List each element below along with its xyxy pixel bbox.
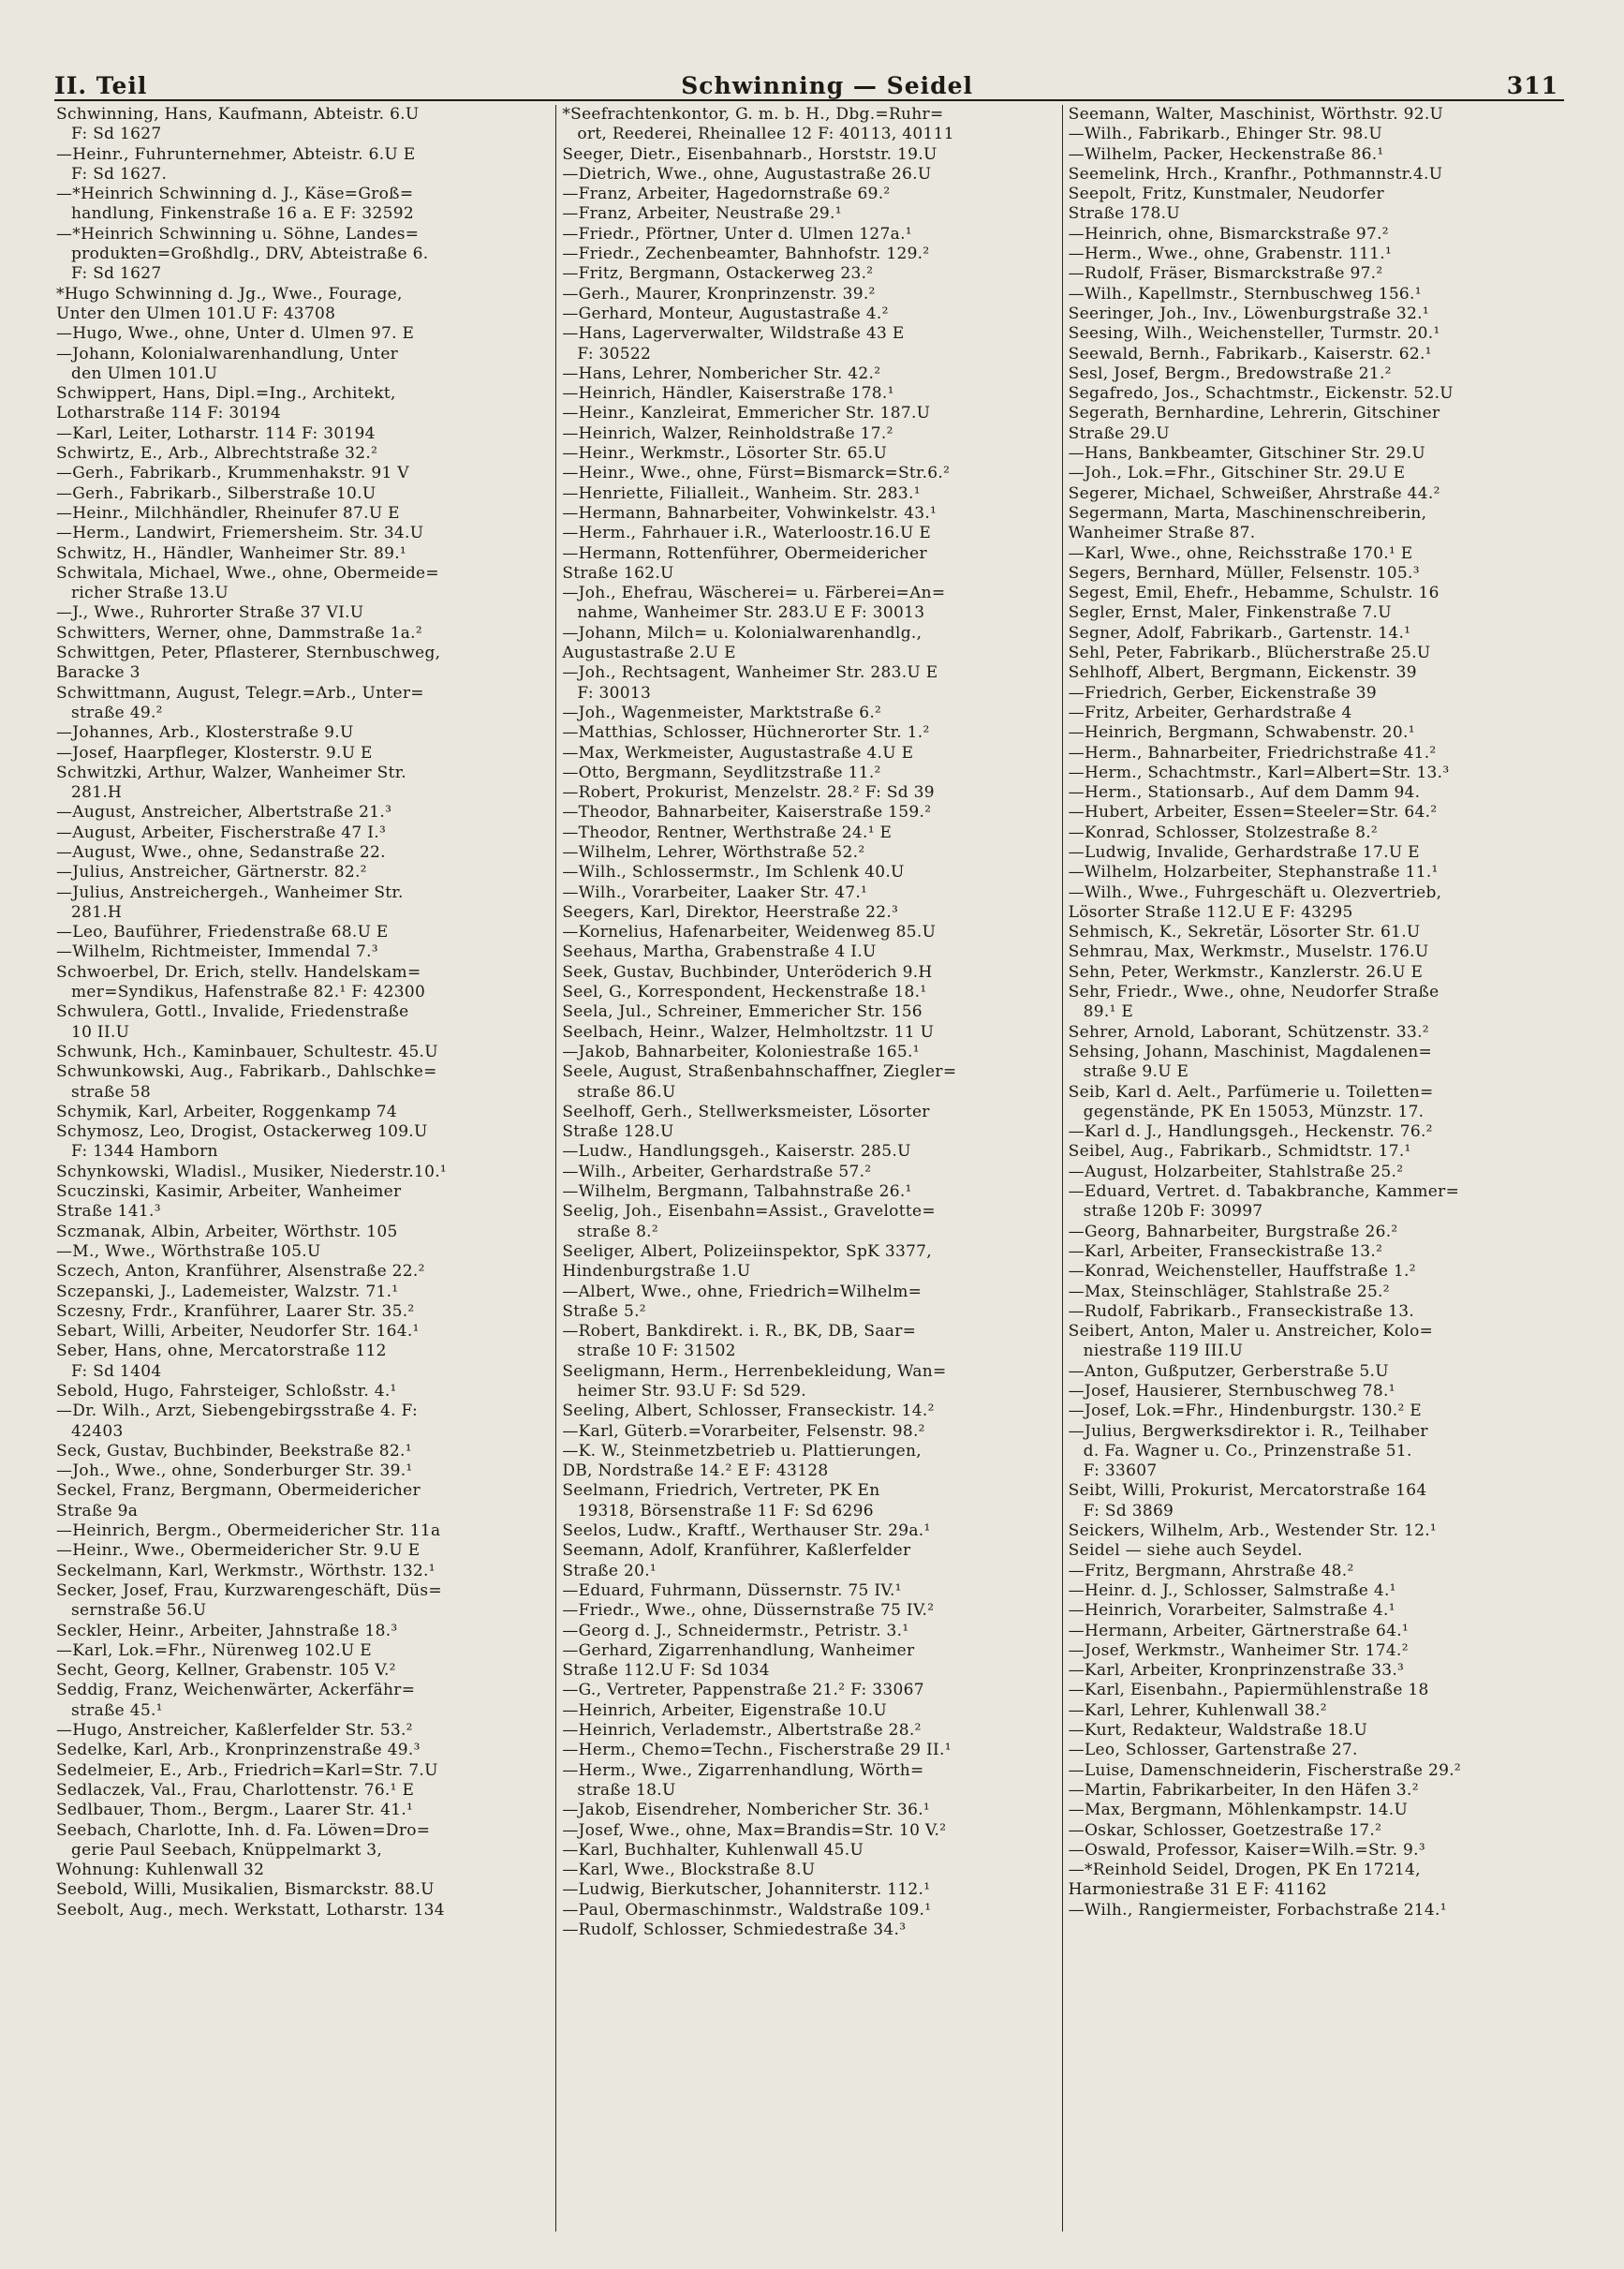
directory-line: Straße 112.U F: Sd 1034 <box>562 1661 770 1681</box>
directory-line: F: 30522 <box>577 344 652 363</box>
directory-line: Seepolt, Fritz, Kunstmaler, Neudorfer <box>1068 185 1384 204</box>
directory-line: straße 10 F: 31502 <box>577 1342 736 1361</box>
directory-line: Straße 178.U <box>1068 204 1180 224</box>
directory-line: Straße 9a <box>56 1501 139 1520</box>
directory-line: Segers, Bernhard, Müller, Felsenstr. 105.³ <box>1068 563 1420 583</box>
directory-line: —Joh., Wwe., ohne, Sonderburger Str. 39.¹ <box>56 1461 413 1481</box>
directory-line: —Heinrich, Bergmann, Schwabenstr. 20.¹ <box>1068 723 1415 743</box>
directory-line: Harmoniestraße 31 E F: 41162 <box>1068 1880 1327 1900</box>
directory-line: Seelmann, Friedrich, Vertreter, PK En <box>562 1481 880 1501</box>
directory-line: —Wilhelm, Packer, Heckenstraße 86.¹ <box>1068 144 1384 164</box>
directory-line: Schwunk, Hch., Kaminbauer, Schultestr. 45.U <box>56 1042 438 1061</box>
directory-line: Schymik, Karl, Arbeiter, Roggenkamp 74 <box>56 1102 398 1121</box>
directory-line: —Martin, Fabrikarbeiter, In den Häfen 3.² <box>1068 1780 1419 1800</box>
directory-line: Schwitters, Werner, ohne, Dammstraße 1a.² <box>56 623 422 643</box>
directory-line: Segler, Ernst, Maler, Finkenstraße 7.U <box>1068 603 1392 623</box>
directory-line: —Gerhard, Monteur, Augustastraße 4.² <box>562 304 889 323</box>
directory-line: Seehaus, Martha, Grabenstraße 4 I.U <box>562 942 877 962</box>
directory-line: —Fritz, Arbeiter, Gerhardstraße 4 <box>1068 703 1352 722</box>
directory-line: —Otto, Bergmann, Seydlitzstraße 11.² <box>562 763 881 782</box>
directory-line: sernstraße 56.U <box>71 1601 207 1621</box>
directory-line: —Albert, Wwe., ohne, Friedrich=Wilhelm= <box>562 1282 923 1301</box>
directory-line: Secker, Josef, Frau, Kurzwarengeschäft, Düs= <box>56 1580 442 1600</box>
directory-line: Wohnung: Kuhlenwall 32 <box>56 1861 265 1880</box>
directory-line: Lotharstraße 114 F: 30194 <box>56 404 281 423</box>
directory-line: Seebach, Charlotte, Inh. d. Fa. Löwen=Dro= <box>56 1820 431 1840</box>
directory-line: Seeling, Albert, Schlosser, Franseckistr. 14.² <box>562 1401 935 1421</box>
directory-line: —Heinr., Milchhändler, Rheinufer 87.U E <box>56 503 400 523</box>
directory-line: —Hans, Bankbeamter, Gitschiner Str. 29.U <box>1068 444 1426 464</box>
directory-line: Sehmisch, K., Sekretär, Lösorter Str. 61.U <box>1068 923 1421 942</box>
directory-line: Schwinning, Hans, Kaufmann, Abteistr. 6.U <box>56 105 420 124</box>
directory-line: 89.¹ E <box>1083 1002 1134 1022</box>
directory-line: F: Sd 3869 <box>1083 1501 1174 1520</box>
directory-line: —Oswald, Professor, Kaiser=Wilh.=Str. 9.³ <box>1068 1840 1425 1860</box>
directory-line: Schwoerbel, Dr. Erich, stellv. Handelskam= <box>56 962 421 982</box>
directory-line: —Joh., Ehefrau, Wäscherei= u. Färberei=An= <box>562 584 946 603</box>
directory-line: Augustastraße 2.U E <box>562 644 736 663</box>
directory-line: —Franz, Arbeiter, Neustraße 29.¹ <box>562 204 842 224</box>
directory-line: Sczmanak, Albin, Arbeiter, Wörthstr. 105 <box>56 1222 398 1241</box>
directory-line: straße 86.U <box>577 1082 676 1102</box>
directory-line: —Karl, Leiter, Lotharstr. 114 F: 30194 <box>56 423 376 443</box>
directory-line: —Joh., Rechtsagent, Wanheimer Str. 283.U E <box>562 663 938 683</box>
directory-line: Seelbach, Heinr., Walzer, Helmholtzstr. 11 U <box>562 1022 935 1042</box>
directory-line: Seela, Jul., Schreiner, Emmericher Str. 156 <box>562 1002 923 1022</box>
page-header <box>54 58 1558 99</box>
directory-line: —Herm., Wwe., Zigarrenhandlung, Wörth= <box>562 1760 924 1780</box>
directory-line: Schwitz, H., Händler, Wanheimer Str. 89.¹ <box>56 543 407 563</box>
directory-line: —Heinr. d. J., Schlosser, Salmstraße 4.¹ <box>1068 1580 1396 1600</box>
directory-line: Seek, Gustav, Buchbinder, Unteröderich 9.H <box>562 962 933 982</box>
directory-line: —G., Vertreter, Pappenstraße 21.² F: 33067 <box>562 1681 924 1700</box>
directory-line: Seibt, Willi, Prokurist, Mercatorstraße 164 <box>1068 1481 1427 1501</box>
directory-line: Sehr, Friedr., Wwe., ohne, Neudorfer Straße <box>1068 983 1439 1002</box>
directory-line: Sesl, Josef, Bergm., Bredowstraße 21.² <box>1068 363 1392 383</box>
directory-line: —August, Anstreicher, Albertstraße 21.³ <box>56 803 392 823</box>
directory-line: Seemann, Adolf, Kranführer, Kaßlerfelder <box>562 1541 911 1561</box>
directory-line: —Karl, Wwe., Blockstraße 8.U <box>562 1861 816 1880</box>
directory-line: den Ulmen 101.U <box>71 363 218 383</box>
directory-line: —Friedrich, Gerber, Eickenstraße 39 <box>1068 683 1378 703</box>
directory-line: —Hugo, Anstreicher, Kaßlerfelder Str. 53.² <box>56 1721 413 1741</box>
directory-line: —Gerh., Fabrikarb., Silberstraße 10.U <box>56 483 376 503</box>
directory-line: Seckler, Heinr., Arbeiter, Jahnstraße 18.³ <box>56 1621 398 1640</box>
directory-line: —Dietrich, Wwe., ohne, Augustastraße 26.U <box>562 164 932 184</box>
directory-line: —Josef, Werkmstr., Wanheimer Str. 174.² <box>1068 1640 1409 1660</box>
directory-line: straße 49.² <box>71 703 163 722</box>
directory-line: d. Fa. Wagner u. Co., Prinzenstraße 51. <box>1083 1441 1412 1461</box>
directory-line: —*Heinrich Schwinning d. J., Käse=Groß= <box>56 185 414 204</box>
section-label: II. Teil <box>54 72 148 99</box>
directory-line: —Wilhelm, Lehrer, Wörthstraße 52.² <box>562 842 865 862</box>
directory-line: —Heinrich, Bergm., Obermeidericher Str. 11a <box>56 1521 441 1541</box>
directory-line: —Karl, Arbeiter, Franseckistraße 13.² <box>1068 1241 1383 1261</box>
directory-line: straße 45.¹ <box>71 1700 163 1720</box>
directory-line: —Georg d. J., Schneidermstr., Petristr. 3.¹ <box>562 1621 909 1640</box>
directory-line: Seelhoff, Gerh., Stellwerksmeister, Lösorter <box>562 1102 930 1121</box>
directory-line: —Hermann, Bahnarbeiter, Vohwinkelstr. 43.¹ <box>562 503 937 523</box>
directory-line: —August, Wwe., ohne, Sedanstraße 22. <box>56 842 386 862</box>
directory-line: —Josef, Wwe., ohne, Max=Brandis=Str. 10 V.² <box>562 1820 947 1840</box>
directory-line: Sehn, Peter, Werkmstr., Kanzlerstr. 26.U E <box>1068 962 1424 982</box>
directory-line: Seebolt, Aug., mech. Werkstatt, Lotharstr. 134 <box>56 1900 445 1920</box>
directory-line: Schwippert, Hans, Dipl.=Ing., Architekt, <box>56 384 396 404</box>
directory-line: —Julius, Anstreichergeh., Wanheimer Str. <box>56 882 404 902</box>
directory-line: richer Straße 13.U <box>71 584 229 603</box>
directory-line: Seckelmann, Karl, Werkmstr., Wörthstr. 132.¹ <box>56 1561 436 1580</box>
directory-line: Seesing, Wilh., Weichensteller, Turmstr. 20.¹ <box>1068 324 1440 344</box>
directory-line: Seidel — siehe auch Seydel. <box>1068 1541 1303 1561</box>
directory-line: Schymosz, Leo, Drogist, Ostackerweg 109.U <box>56 1122 428 1142</box>
directory-line: F: 30013 <box>577 683 652 703</box>
directory-line: —Hermann, Rottenführer, Obermeidericher <box>562 543 927 563</box>
directory-line: Scuczinski, Kasimir, Arbeiter, Wanheimer <box>56 1182 402 1202</box>
directory-line: —Eduard, Fuhrmann, Düssernstr. 75 IV.¹ <box>562 1580 902 1600</box>
directory-line: Schwirtz, E., Arb., Albrechtstraße 32.² <box>56 444 378 464</box>
directory-line: —Joh., Lok.=Fhr., Gitschiner Str. 29.U E <box>1068 464 1406 483</box>
directory-line: —Matthias, Schlosser, Hüchnerorter Str. 1.² <box>562 723 930 743</box>
directory-line: —Rudolf, Schlosser, Schmiedestraße 34.³ <box>562 1920 907 1940</box>
directory-line: —Josef, Haarpfleger, Klosterstr. 9.U E <box>56 743 373 763</box>
directory-line: —Wilhelm, Bergmann, Talbahnstraße 26.¹ <box>562 1182 912 1202</box>
directory-line: Sczesny, Frdr., Kranführer, Laarer Str. 35.² <box>56 1301 415 1321</box>
directory-line: —Karl d. J., Handlungsgeh., Heckenstr. 76.² <box>1068 1122 1433 1142</box>
directory-line: —Herm., Landwirt, Friemersheim. Str. 34.U <box>56 524 424 543</box>
column-1 <box>54 105 555 2232</box>
directory-line: Baracke 3 <box>56 663 140 683</box>
directory-line: straße 9.U E <box>1083 1062 1189 1082</box>
directory-line: Segafredo, Jos., Schachtmstr., Eickenstr. 52.U <box>1068 384 1454 404</box>
directory-line: —Heinr., Werkmstr., Lösorter Str. 65.U <box>562 444 888 464</box>
directory-line: —Rudolf, Fabrikarb., Franseckistraße 13. <box>1068 1301 1415 1321</box>
directory-line: —August, Holzarbeiter, Stahlstraße 25.² <box>1068 1162 1404 1181</box>
directory-line: —Herm., Wwe., ohne, Grabenstr. 111.¹ <box>1068 245 1393 264</box>
directory-line: Straße 128.U <box>562 1122 674 1142</box>
directory-line: F: 33607 <box>1083 1461 1158 1481</box>
header-rule <box>54 99 1564 101</box>
directory-line: —Karl, Güterb.=Vorarbeiter, Felsenstr. 98.² <box>562 1421 925 1441</box>
directory-line: Seddig, Franz, Weichenwärter, Ackerfähr= <box>56 1681 416 1700</box>
directory-line: Seck, Gustav, Buchbinder, Beekstraße 82.¹ <box>56 1441 412 1461</box>
directory-line: —Wilh., Kapellmstr., Sternbuschweg 156.¹ <box>1068 284 1422 304</box>
directory-line: —Josef, Hausierer, Sternbuschweg 78.¹ <box>1068 1382 1395 1401</box>
directory-line: —Robert, Bankdirekt. i. R., BK, DB, Saar= <box>562 1322 917 1342</box>
column-3 <box>1062 105 1568 2232</box>
directory-line: gegenstände, PK En 15053, Münzstr. 17. <box>1083 1102 1425 1121</box>
directory-line: Seib, Karl d. Aelt., Parfümerie u. Toiletten= <box>1068 1082 1434 1102</box>
directory-line: —Hugo, Wwe., ohne, Unter d. Ulmen 97. E <box>56 324 415 344</box>
directory-line: —Wilhelm, Holzarbeiter, Stephanstraße 11.¹ <box>1068 863 1439 882</box>
directory-line: —Wilh., Schlossermstr., Im Schlenk 40.U <box>562 863 905 882</box>
name-range: Schwinning — Seidel <box>681 72 973 99</box>
directory-line: Sehl, Peter, Fabrikarb., Blücherstraße 25.U <box>1068 644 1431 663</box>
directory-line: 10 II.U <box>71 1022 130 1042</box>
directory-line: —Ludwig, Bierkutscher, Johanniterstr. 112.¹ <box>562 1880 931 1900</box>
directory-line: —Heinr., Fuhrunternehmer, Abteistr. 6.U E <box>56 144 416 164</box>
directory-line: Lösorter Straße 112.U E F: 43295 <box>1068 902 1353 922</box>
directory-line: —Herm., Chemo=Techn., Fischerstraße 29 II.¹ <box>562 1741 952 1760</box>
directory-line: ort, Reederei, Rheinallee 12 F: 40113, 40111 <box>577 125 954 144</box>
directory-line: —Leo, Bauführer, Friedenstraße 68.U E <box>56 923 389 942</box>
directory-line: —*Reinhold Seidel, Drogen, PK En 17214, <box>1068 1861 1421 1880</box>
directory-line: —Joh., Wagenmeister, Marktstraße 6.² <box>562 703 882 722</box>
directory-line: —Heinrich, ohne, Bismarckstraße 97.² <box>1068 224 1389 244</box>
directory-line: Segerer, Michael, Schweißer, Ahrstraße 44.² <box>1068 483 1440 503</box>
directory-line: handlung, Finkenstraße 16 a. E F: 32592 <box>71 204 414 224</box>
directory-line: Sehlhoff, Albert, Bergmann, Eickenstr. 39 <box>1068 663 1417 683</box>
directory-line: —Hans, Lagerverwalter, Wildstraße 43 E <box>562 324 905 344</box>
directory-line: Sedelmeier, E., Arb., Friedrich=Karl=Str. 7.U <box>56 1760 438 1780</box>
directory-line: Seel, G., Korrespondent, Heckenstraße 18.¹ <box>562 983 927 1002</box>
directory-line: Schwittgen, Peter, Pflasterer, Sternbuschweg, <box>56 644 441 663</box>
directory-line: Straße 141.³ <box>56 1202 161 1222</box>
directory-line: nahme, Wanheimer Str. 283.U E F: 30013 <box>577 603 925 623</box>
directory-line: —Karl, Lehrer, Kuhlenwall 38.² <box>1068 1700 1327 1720</box>
directory-line: —Heinrich, Vorarbeiter, Salmstraße 4.¹ <box>1068 1601 1395 1621</box>
directory-line: 19318, Börsenstraße 11 F: Sd 6296 <box>577 1501 874 1520</box>
directory-line: Sebart, Willi, Arbeiter, Neudorfer Str. 164.¹ <box>56 1322 420 1342</box>
directory-line: Seebold, Willi, Musikalien, Bismarckstr. 88.U <box>56 1880 435 1900</box>
directory-line: —Max, Steinschläger, Stahlstraße 25.² <box>1068 1282 1390 1301</box>
directory-line: —Georg, Bahnarbeiter, Burgstraße 26.² <box>1068 1222 1398 1241</box>
directory-line: Schwunkowski, Aug., Fabrikarb., Dahlschke= <box>56 1062 437 1082</box>
directory-line: Seeger, Dietr., Eisenbahnarb., Horststr. 19.U <box>562 144 937 164</box>
directory-line: —Josef, Lok.=Fhr., Hindenburgstr. 130.² E <box>1068 1401 1423 1421</box>
directory-line: straße 18.U <box>577 1780 676 1800</box>
directory-line: —Henriette, Filialleit., Wanheim. Str. 283.¹ <box>562 483 921 503</box>
directory-line: Seeringer, Joh., Inv., Löwenburgstraße 32.¹ <box>1068 304 1429 323</box>
directory-line: Seelos, Ludw., Kraftf., Werthauser Str. 29a.¹ <box>562 1521 931 1541</box>
directory-line: —Herm., Schachtmstr., Karl=Albert=Str. 13.³ <box>1068 763 1450 782</box>
directory-line: —Karl, Wwe., ohne, Reichsstraße 170.¹ E <box>1068 543 1413 563</box>
directory-line: 281.H <box>71 902 123 922</box>
directory-line: —Paul, Obermaschinmstr., Waldstraße 109.¹ <box>562 1900 932 1920</box>
directory-line: —Max, Bergmann, Möhlenkampstr. 14.U <box>1068 1801 1409 1820</box>
directory-line: —Jakob, Eisendreher, Nombericher Str. 36.¹ <box>562 1801 931 1820</box>
directory-line: Segerath, Bernhardine, Lehrerin, Gitschiner <box>1068 404 1440 423</box>
directory-line: —Ludwig, Invalide, Gerhardstraße 17.U E <box>1068 842 1420 862</box>
directory-line: —Konrad, Schlosser, Stolzestraße 8.² <box>1068 823 1379 842</box>
directory-line: —Friedr., Wwe., ohne, Düssernstraße 75 IV.² <box>562 1601 935 1621</box>
directory-line: —Heinr., Kanzleirat, Emmericher Str. 187.U <box>562 404 931 423</box>
directory-line: Hindenburgstraße 1.U <box>562 1262 751 1282</box>
directory-line: Sehmrau, Max, Werkmstr., Muselstr. 176.U <box>1068 942 1429 962</box>
directory-line: F: Sd 1627 <box>71 264 162 284</box>
directory-line: Straße 20.¹ <box>562 1561 657 1580</box>
directory-line: —Kornelius, Hafenarbeiter, Weidenweg 85.U <box>562 923 937 942</box>
directory-line: Sedelke, Karl, Arb., Kronprinzenstraße 49.³ <box>56 1741 421 1760</box>
directory-line: Schwitala, Michael, Wwe., ohne, Obermeide= <box>56 563 439 583</box>
directory-line: Seeliger, Albert, Polizeiinspektor, SpK 3377, <box>562 1241 932 1261</box>
directory-line: Seeligmann, Herm., Herrenbekleidung, Wan= <box>562 1361 947 1381</box>
directory-line: Segner, Adolf, Fabrikarb., Gartenstr. 14.¹ <box>1068 623 1411 643</box>
directory-line: —Ludw., Handlungsgeh., Kaiserstr. 285.U <box>562 1142 911 1162</box>
directory-line: Seibel, Aug., Fabrikarb., Schmidtstr. 17.¹ <box>1068 1142 1411 1162</box>
directory-line: —Max, Werkmeister, Augustastraße 4.U E <box>562 743 914 763</box>
directory-line: —Robert, Prokurist, Menzelstr. 28.² F: Sd 39 <box>562 783 935 803</box>
directory-line: Seemelink, Hrch., Kranfhr., Pothmannstr.4.U <box>1068 164 1443 184</box>
directory-line: Schynkowski, Wladisl., Musiker, Niederstr.10.¹ <box>56 1162 448 1181</box>
directory-line: —J., Wwe., Ruhrorter Straße 37 VI.U <box>56 603 364 623</box>
directory-line: —Karl, Lok.=Fhr., Nürenweg 102.U E <box>56 1640 372 1660</box>
directory-line: —Karl, Buchhalter, Kuhlenwall 45.U <box>562 1840 864 1860</box>
directory-line: —Heinrich, Händler, Kaiserstraße 178.¹ <box>562 384 894 404</box>
directory-line: niestraße 119 III.U <box>1083 1342 1244 1361</box>
directory-line: *Hugo Schwinning d. Jg., Wwe., Fourage, <box>56 284 403 304</box>
directory-line: mer=Syndikus, Hafenstraße 82.¹ F: 42300 <box>71 983 426 1002</box>
directory-line: Seemann, Walter, Maschinist, Wörthstr. 92.U <box>1068 105 1444 124</box>
directory-line: Sedlaczek, Val., Frau, Charlottenstr. 76.¹ E <box>56 1780 415 1800</box>
directory-line: Seegers, Karl, Direktor, Heerstraße 22.³ <box>562 902 899 922</box>
directory-line: gerie Paul Seebach, Knüppelmarkt 3, <box>71 1840 383 1860</box>
directory-line: —Fritz, Bergmann, Ahrstraße 48.² <box>1068 1561 1354 1580</box>
directory-line: —K. W., Steinmetzbetrieb u. Plattierungen, <box>562 1441 922 1461</box>
directory-line: 281.H <box>71 783 123 803</box>
directory-line: Schwittmann, August, Telegr.=Arb., Unter= <box>56 683 424 703</box>
directory-line: —Franz, Arbeiter, Hagedornstraße 69.² <box>562 185 891 204</box>
directory-line: —Herm., Fahrhauer i.R., Waterloostr.16.U E <box>562 524 932 543</box>
directory-line: —Heinrich, Verlademstr., Albertstraße 28.² <box>562 1721 922 1741</box>
directory-line: Seber, Hans, ohne, Mercatorstraße 112 <box>56 1342 387 1361</box>
directory-line: Sczech, Anton, Kranführer, Alsenstraße 22.² <box>56 1262 425 1282</box>
columns <box>54 105 1568 2232</box>
directory-line: —August, Arbeiter, Fischerstraße 47 I.³ <box>56 823 387 842</box>
directory-line: —Heinr., Wwe., Obermeidericher Str. 9.U E <box>56 1541 421 1561</box>
directory-line: DB, Nordstraße 14.² E F: 43128 <box>562 1461 829 1481</box>
directory-line: —Wilh., Fabrikarb., Ehinger Str. 98.U <box>1068 125 1382 144</box>
directory-line: —Gerhard, Zigarrenhandlung, Wanheimer <box>562 1640 915 1660</box>
directory-line: —Jakob, Bahnarbeiter, Koloniestraße 165.¹ <box>562 1042 920 1061</box>
directory-line: —Luise, Damenschneiderin, Fischerstraße 29.² <box>1068 1760 1462 1780</box>
directory-line: heimer Str. 93.U F: Sd 529. <box>577 1382 807 1401</box>
directory-line: —Gerh., Fabrikarb., Krummenhakstr. 91 V <box>56 464 409 483</box>
directory-line: —Fritz, Bergmann, Ostackerweg 23.² <box>562 264 874 284</box>
directory-line: —Friedr., Zechenbeamter, Bahnhofstr. 129.² <box>562 245 930 264</box>
directory-line: F: 1344 Hamborn <box>71 1142 218 1162</box>
directory-line: —Hans, Lehrer, Nombericher Str. 42.² <box>562 363 881 383</box>
directory-line: —Wilh., Rangiermeister, Forbachstraße 214.¹ <box>1068 1900 1447 1920</box>
directory-line: —Heinr., Wwe., ohne, Fürst=Bismarck=Str.6.² <box>562 464 951 483</box>
directory-line: —Eduard, Vertret. d. Tabakbranche, Kammer= <box>1068 1182 1460 1202</box>
directory-line: Straße 29.U <box>1068 423 1170 443</box>
directory-line: Straße 5.² <box>562 1301 646 1321</box>
directory-line: —Herm., Stationsarb., Auf dem Damm 94. <box>1068 783 1421 803</box>
directory-line: —Karl, Arbeiter, Kronprinzenstraße 33.³ <box>1068 1661 1405 1681</box>
directory-line: Seele, August, Straßenbahnschaffner, Ziegler= <box>562 1062 957 1082</box>
directory-line: produkten=Großhdlg., DRV, Abteistraße 6. <box>71 245 429 264</box>
directory-line: Segermann, Marta, Maschinenschreiberin, <box>1068 503 1427 523</box>
directory-line: Sebold, Hugo, Fahrsteiger, Schloßstr. 4.¹ <box>56 1382 397 1401</box>
directory-line: —Johann, Milch= u. Kolonialwarenhandlg., <box>562 623 923 643</box>
directory-line: —Hubert, Arbeiter, Essen=Steeler=Str. 64.² <box>1068 803 1438 823</box>
page-number: 311 <box>1506 72 1558 99</box>
directory-line: —Kurt, Redakteur, Waldstraße 18.U <box>1068 1721 1368 1741</box>
directory-line: —Johannes, Arb., Klosterstraße 9.U <box>56 723 354 743</box>
directory-line: —Heinrich, Arbeiter, Eigenstraße 10.U <box>562 1700 888 1720</box>
directory-line: —Wilh., Arbeiter, Gerhardstraße 57.² <box>562 1162 872 1181</box>
directory-line: —Friedr., Pförtner, Unter d. Ulmen 127a.¹ <box>562 224 912 244</box>
directory-line: —Julius, Anstreicher, Gärtnerstr. 82.² <box>56 863 367 882</box>
directory-line: Seibert, Anton, Maler u. Anstreicher, Kolo= <box>1068 1322 1434 1342</box>
directory-line: *Seefrachtenkontor, G. m. b. H., Dbg.=Ruhr= <box>562 105 944 124</box>
directory-line: F: Sd 1404 <box>71 1361 162 1381</box>
directory-line: —Anton, Gußputzer, Gerberstraße 5.U <box>1068 1361 1389 1381</box>
directory-line: —Wilh., Wwe., Fuhrgeschäft u. Olezvertrieb, <box>1068 882 1442 902</box>
directory-line: 42403 <box>71 1421 124 1441</box>
directory-line: —Heinrich, Walzer, Reinholdstraße 17.² <box>562 423 893 443</box>
directory-line: —Konrad, Weichensteller, Hauffstraße 1.² <box>1068 1262 1416 1282</box>
directory-line: —Wilhelm, Richtmeister, Immendal 7.³ <box>56 942 378 962</box>
directory-line: Segest, Emil, Ehefr., Hebamme, Schulstr. 16 <box>1068 584 1439 603</box>
directory-line: —Theodor, Rentner, Werthstraße 24.¹ E <box>562 823 893 842</box>
directory-line: —Julius, Bergwerksdirektor i. R., Teilhaber <box>1068 1421 1428 1441</box>
directory-line: —Karl, Eisenbahn., Papiermühlenstraße 18 <box>1068 1681 1429 1700</box>
directory-line: —*Heinrich Schwinning u. Söhne, Landes= <box>56 224 420 244</box>
directory-line: Seewald, Bernh., Fabrikarb., Kaiserstr. 62.¹ <box>1068 344 1432 363</box>
directory-line: —Oskar, Schlosser, Goetzestraße 17.² <box>1068 1820 1382 1840</box>
directory-line: —Gerh., Maurer, Kronprinzenstr. 39.² <box>562 284 876 304</box>
directory-line: Unter den Ulmen 101.U F: 43708 <box>56 304 336 323</box>
directory-line: Sehsing, Johann, Maschinist, Magdalenen= <box>1068 1042 1433 1061</box>
directory-line: —Johann, Kolonialwarenhandlung, Unter <box>56 344 399 363</box>
directory-line: —Hermann, Arbeiter, Gärtnerstraße 64.¹ <box>1068 1621 1410 1640</box>
directory-line: Straße 162.U <box>562 563 674 583</box>
directory-line: straße 8.² <box>577 1222 658 1241</box>
directory-line: Secht, Georg, Kellner, Grabenstr. 105 V.² <box>56 1661 396 1681</box>
directory-line: Sczepanski, J., Lademeister, Walzstr. 71.¹ <box>56 1282 399 1301</box>
directory-line: —Rudolf, Fräser, Bismarckstraße 97.² <box>1068 264 1383 284</box>
directory-line: F: Sd 1627 <box>71 125 162 144</box>
directory-line: straße 58 <box>71 1082 151 1102</box>
directory-line: Sedlbauer, Thom., Bergm., Laarer Str. 41.¹ <box>56 1801 414 1820</box>
directory-line: —Wilh., Vorarbeiter, Laaker Str. 47.¹ <box>562 882 868 902</box>
directory-line: Sehrer, Arnold, Laborant, Schützenstr. 33.² <box>1068 1022 1429 1042</box>
directory-line: Schwulera, Gottl., Invalide, Friedenstraße <box>56 1002 409 1022</box>
directory-line: —Theodor, Bahnarbeiter, Kaiserstraße 159.² <box>562 803 932 823</box>
directory-line: Wanheimer Straße 87. <box>1068 524 1256 543</box>
directory-line: straße 120b F: 30997 <box>1083 1202 1263 1222</box>
directory-line: —Leo, Schlosser, Gartenstraße 27. <box>1068 1741 1358 1760</box>
directory-line: Schwitzki, Arthur, Walzer, Wanheimer Str. <box>56 763 406 782</box>
directory-line: F: Sd 1627. <box>71 164 168 184</box>
column-2 <box>555 105 1061 2232</box>
directory-line: —M., Wwe., Wörthstraße 105.U <box>56 1241 321 1261</box>
directory-line: Seckel, Franz, Bergmann, Obermeidericher <box>56 1481 421 1501</box>
directory-line: —Herm., Bahnarbeiter, Friedrichstraße 41.² <box>1068 743 1437 763</box>
directory-line: Seelig, Joh., Eisenbahn=Assist., Gravelotte= <box>562 1202 936 1222</box>
directory-line: Seickers, Wilhelm, Arb., Westender Str. 12.¹ <box>1068 1521 1438 1541</box>
directory-line: —Dr. Wilh., Arzt, Siebengebirgsstraße 4. F: <box>56 1401 419 1421</box>
